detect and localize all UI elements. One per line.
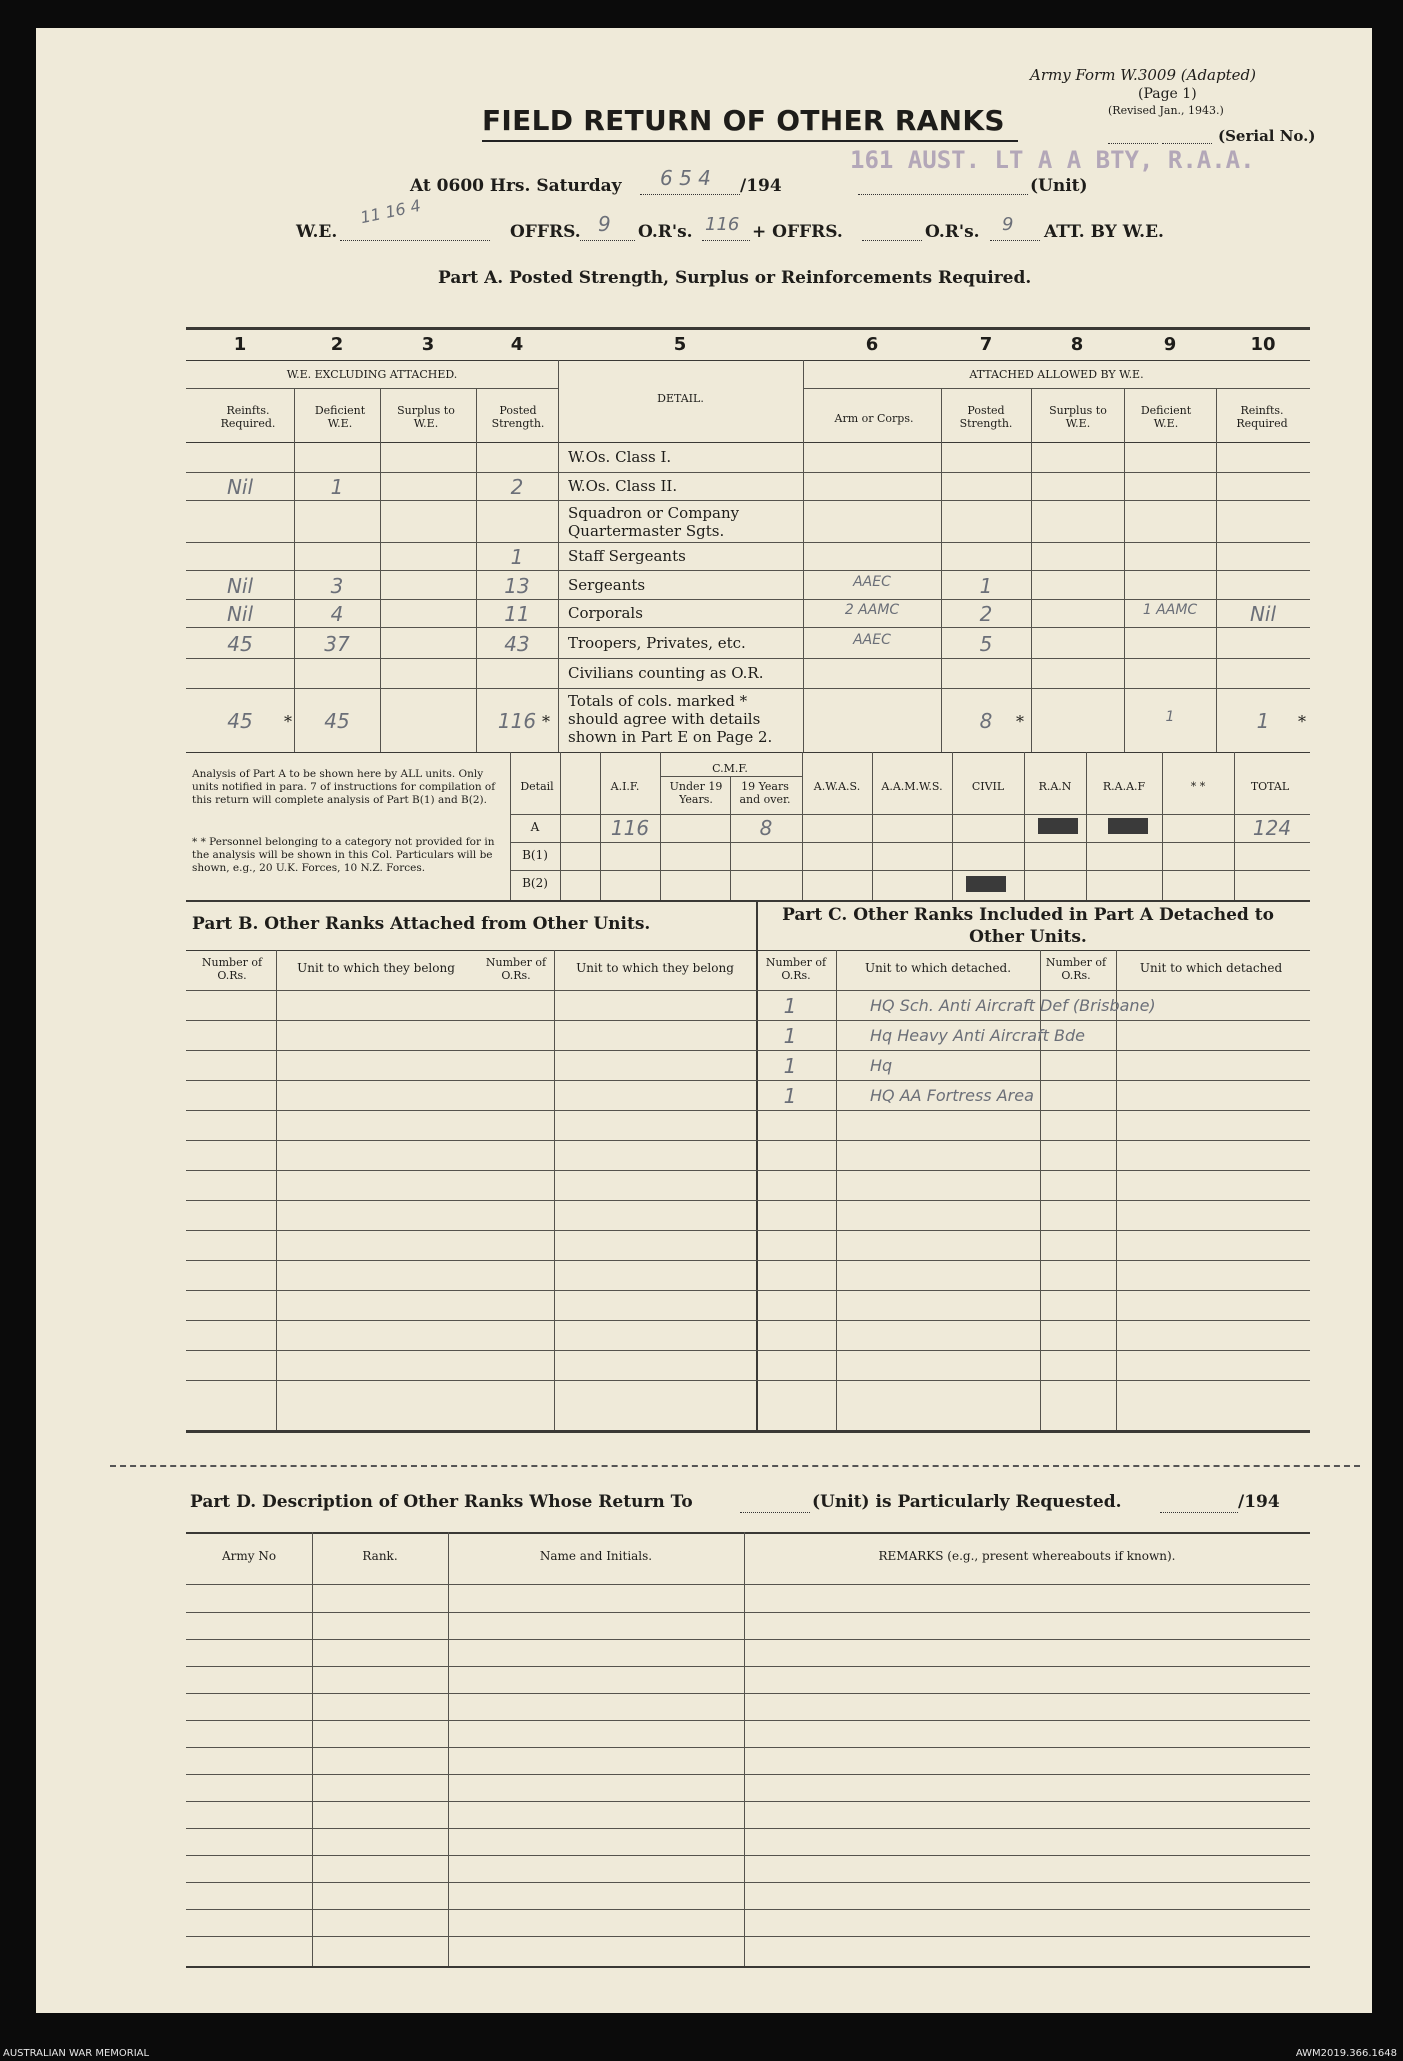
part-d-remarks-header: REMARKS (e.g., present whereabouts if known). — [878, 1549, 1176, 1563]
part-a-row-line — [186, 627, 1310, 628]
part-c-unit-header: Unit to which detached. — [864, 961, 1012, 975]
part-bc-row-line — [186, 1170, 1310, 1171]
part-a-c6-value: 2 AAMC — [844, 602, 900, 618]
part-c-entry-num: 1 — [783, 1054, 797, 1078]
analysis-note-1: Analysis of Part A to be shown here by ALL units. Only units notified in para. 7 of instructions for compilation of this return will complete analysis of Part B(1) and B(2). — [192, 768, 496, 806]
totals-star: * — [1016, 712, 1024, 731]
part-c-entry-unit: Hq — [870, 1056, 893, 1075]
col-number-4: 4 — [510, 334, 524, 355]
serial-dots-2 — [1162, 143, 1212, 144]
analysis-over19-header: 19 Years and over. — [739, 780, 791, 806]
col-9-header: Deficient W.E. — [1140, 404, 1192, 430]
part-d-row-line — [186, 1774, 1310, 1775]
part-a-c2-value: 45 — [324, 709, 350, 733]
part-a-c10-value: Nil — [1249, 602, 1277, 626]
part-d-army-header: Army No — [221, 1549, 277, 1563]
part-c-entry-num: 1 — [783, 994, 797, 1018]
part-d-col-divider — [448, 1532, 449, 1967]
part-a-c7-value: 8 — [979, 709, 993, 733]
analysis-col-divider — [660, 752, 661, 900]
group-we-header: W.E. EXCLUDING ATTACHED. — [286, 368, 458, 381]
part-d-title-b: (Unit) is Particularly Requested. — [812, 1492, 1122, 1512]
group-attached-header: ATTACHED ALLOWED BY W.E. — [969, 368, 1144, 381]
part-b-title: Part B. Other Ranks Attached from Other Units. — [192, 914, 651, 934]
analysis-detail-header: Detail — [520, 780, 554, 793]
part-bc-row-line — [186, 1020, 1310, 1021]
analysis-row-line — [510, 870, 1310, 871]
hand-date: 6 5 4 — [660, 166, 711, 190]
ors-label: O.R's. — [638, 222, 693, 242]
part-a-c6-value: AAEC — [853, 632, 891, 648]
part-a-detail-label: Civilians counting as O.R. — [568, 664, 764, 682]
part-c-entry-unit: HQ Sch. Anti Aircraft Def (Brisbane) — [870, 996, 1156, 1015]
col-number-8: 8 — [1070, 334, 1084, 355]
part-d-col-divider — [312, 1532, 313, 1967]
analysis-civil-header: CIVIL — [971, 780, 1005, 793]
col-10-header: Reinfts. Required — [1236, 404, 1288, 430]
col-7-header: Posted Strength. — [959, 404, 1013, 430]
col-8-header: Surplus to W.E. — [1049, 404, 1107, 430]
analysis-cmf-header: C.M.F. — [712, 762, 748, 775]
title-underline — [482, 140, 1018, 142]
part-a-c10-value: 1 — [1256, 709, 1270, 733]
col-number-1: 1 — [233, 334, 247, 355]
hand-offrs: 9 — [598, 212, 611, 236]
part-a-detail-label: Staff Sergeants — [568, 547, 686, 565]
part-a-c2-value: 4 — [330, 602, 344, 626]
part-c-entry-num: 1 — [783, 1084, 797, 1108]
part-a-c7-value: 2 — [979, 602, 993, 626]
part-a-c4-value: 43 — [504, 632, 530, 656]
analysis-under19-header: Under 19 Years. — [669, 780, 723, 806]
page-title: FIELD RETURN OF OTHER RANKS — [482, 104, 1005, 137]
unit-stamp: 161 AUST. LT A A BTY, R.A.A. — [850, 146, 1255, 174]
col-number-7: 7 — [979, 334, 993, 355]
part-a-c1-value: 45 — [227, 709, 253, 733]
part-a-detail-label: Sergeants — [568, 576, 646, 594]
part-a-row-line — [186, 472, 1310, 473]
part-a-row-line — [186, 599, 1310, 600]
unit-dots — [858, 194, 1028, 195]
part-a-c2-value: 1 — [330, 475, 344, 499]
date-dots — [640, 194, 740, 195]
col-number-10: 10 — [1250, 334, 1276, 355]
col-3-header: Surplus to W.E. — [397, 404, 455, 430]
we-dots — [340, 240, 490, 241]
analysis-col-divider — [872, 752, 873, 900]
revised-date: (Revised Jan., 1943.) — [1108, 104, 1224, 117]
serial-dots — [1108, 143, 1158, 144]
part-bc-col-divider — [1116, 950, 1117, 1430]
part-d-unit-dots — [740, 1512, 810, 1513]
part-d-row-line — [186, 1882, 1310, 1883]
analysis-over19-value: 8 — [759, 816, 773, 840]
part-bc-col-divider — [836, 950, 837, 1430]
att-label: ATT. BY W.E. — [1044, 222, 1164, 242]
we-label: W.E. — [296, 222, 338, 242]
totals-star: * — [284, 712, 292, 731]
col-1-header: Reinfts. Required. — [220, 404, 276, 430]
part-a-c1-value: Nil — [226, 574, 254, 598]
part-c-entry-unit: Hq Heavy Anti Aircraft Bde — [870, 1026, 1085, 1045]
part-d-row-line — [186, 1693, 1310, 1694]
offrs-label: OFFRS. — [510, 222, 581, 242]
analysis-row-line — [510, 842, 1310, 843]
offrs-dots — [580, 240, 635, 241]
analysis-row-label: B(2) — [522, 876, 548, 890]
part-c-entry-unit: HQ AA Fortress Area — [870, 1086, 1034, 1105]
analysis-aif-header: A.I.F. — [610, 780, 640, 793]
part-bc-row-line — [186, 1320, 1310, 1321]
col-number-6: 6 — [865, 334, 879, 355]
footer-left: AUSTRALIAN WAR MEMORIAL — [3, 2048, 150, 2059]
part-a-c2-value: 3 — [330, 574, 344, 598]
part-a-c7-value: 1 — [979, 574, 993, 598]
part-a-row-line — [186, 542, 1310, 543]
redaction-ran — [1038, 818, 1078, 834]
part-c-num-header: Number of O.Rs. — [765, 956, 827, 982]
analysis-row-line — [510, 814, 1310, 815]
part-d-row-line — [186, 1612, 1310, 1613]
part-a-c2-value: 37 — [324, 632, 350, 656]
part-a-c1-value: Nil — [226, 475, 254, 499]
part-c-col-divider — [1040, 950, 1041, 1430]
part-c-unit2-header: Unit to which detached — [1139, 961, 1283, 975]
col-number-5: 5 — [673, 334, 687, 355]
totals-star: * — [1298, 712, 1306, 731]
analysis-col-divider — [952, 752, 953, 900]
analysis-total-header: TOTAL — [1250, 780, 1290, 793]
part-a-c4-value: 116 — [497, 709, 537, 733]
ors-label-2: O.R's. — [925, 222, 980, 242]
part-d-col-divider — [744, 1532, 745, 1967]
analysis-col-divider — [1024, 752, 1025, 900]
col-detail-header: DETAIL. — [657, 392, 704, 405]
analysis-row-label: A — [530, 820, 540, 834]
analysis-col-divider — [1162, 752, 1163, 900]
hand-att: 9 — [1002, 214, 1014, 235]
part-d-name-header: Name and Initials. — [539, 1549, 653, 1563]
part-a-c4-value: 13 — [504, 574, 530, 598]
part-a-detail-label: Totals of cols. marked * should agree with details shown in Part E on Page 2. — [568, 692, 773, 746]
redaction-civil — [966, 876, 1006, 892]
part-a-row-line — [186, 658, 1310, 659]
redaction-raaf — [1108, 818, 1148, 834]
part-a-c7-value: 5 — [979, 632, 993, 656]
part-a-c9-value: 1 — [1165, 709, 1175, 725]
part-d-rank-header: Rank. — [362, 1549, 398, 1563]
col-number-9: 9 — [1163, 334, 1177, 355]
part-d-date-dots — [1160, 1512, 1238, 1513]
part-bc-row-line — [186, 1110, 1310, 1111]
part-bc-col-divider — [554, 950, 555, 1430]
part-bc-row-line — [186, 1290, 1310, 1291]
att-ors-dots — [990, 240, 1040, 241]
plus-offrs-label: + OFFRS. — [752, 222, 843, 242]
part-d-row-line — [186, 1639, 1310, 1640]
analysis-ran-header: R.A.N — [1038, 780, 1072, 793]
part-a-detail-label: Squadron or Company Quartermaster Sgts. — [568, 504, 740, 540]
part-d-row-line — [186, 1720, 1310, 1721]
unit-label: (Unit) — [1030, 176, 1088, 196]
col-6-header: Arm or Corps. — [834, 412, 914, 425]
part-bc-row-line — [186, 1050, 1310, 1051]
part-b-unit-header: Unit to which they belong — [297, 961, 455, 975]
analysis-raaf-header: R.A.A.F — [1102, 780, 1146, 793]
part-c-title: Part C. Other Ranks Included in Part A Detached to Other Units. — [782, 905, 1274, 947]
at-label: At 0600 Hrs. Saturday — [410, 176, 622, 196]
part-a-c4-value: 1 — [510, 545, 524, 569]
analysis-col-divider — [560, 752, 561, 900]
part-d-title-c: /194 — [1238, 1492, 1280, 1512]
col-4-header: Posted Strength. — [491, 404, 545, 430]
part-a-row-line — [186, 570, 1310, 571]
analysis-note-2: * * Personnel belonging to a category not provided for in the analysis will be shown in this Col. Particulars will be shown, e.g., 20 U.K. Forces, 10 N.Z. Forces. — [192, 836, 495, 874]
part-c-num2-header: Number of O.Rs. — [1045, 956, 1107, 982]
part-b-num-header: Number of O.Rs. — [201, 956, 263, 982]
totals-star: * — [542, 712, 550, 731]
part-bc-row-line — [186, 1140, 1310, 1141]
analysis-col-divider — [510, 752, 511, 900]
analysis-col-divider — [1086, 752, 1087, 900]
part-a-c1-value: 45 — [227, 632, 253, 656]
part-bc-row-line — [186, 1380, 1310, 1381]
part-d-row-line — [186, 1909, 1310, 1910]
part-d-row-line — [186, 1936, 1310, 1937]
footer-right: AWM2019.366.1648 — [1295, 2048, 1397, 2059]
part-a-detail-label: Corporals — [568, 604, 643, 622]
part-bc-col-divider — [276, 950, 277, 1430]
col-2-header: Deficient W.E. — [314, 404, 366, 430]
part-a-detail-label: W.Os. Class I. — [568, 448, 672, 466]
part-d-row-line — [186, 1747, 1310, 1748]
part-a-c1-value: Nil — [226, 602, 254, 626]
part-a-c9-value: 1 AAMC — [1142, 602, 1198, 618]
part-a-detail-label: W.Os. Class II. — [568, 477, 678, 495]
analysis-cmf-line — [660, 776, 802, 777]
analysis-row-label: B(1) — [522, 848, 548, 862]
part-bc-row-line — [186, 1350, 1310, 1351]
year-label: /194 — [740, 176, 782, 196]
part-b-unit2-header: Unit to which they belong — [576, 961, 734, 975]
part-d-row-line — [186, 1801, 1310, 1802]
part-bc-row-line — [186, 1260, 1310, 1261]
part-bc-row-line — [186, 1230, 1310, 1231]
analysis-other-header: * * — [1190, 780, 1206, 793]
col-number-2: 2 — [330, 334, 344, 355]
serial-label: (Serial No.) — [1218, 127, 1316, 145]
part-a-c4-value: 11 — [504, 602, 530, 626]
hand-ors: 116 — [705, 214, 740, 235]
part-a-col-divider — [803, 360, 804, 752]
analysis-total-value: 124 — [1252, 816, 1292, 840]
part-bc-row-line — [186, 1200, 1310, 1201]
part-a-title: Part A. Posted Strength, Surplus or Reinforcements Required. — [438, 268, 1032, 288]
part-d-row-line — [186, 1855, 1310, 1856]
part-a-c6-value: AAEC — [853, 574, 891, 590]
part-bc-header-line — [186, 990, 1310, 991]
analysis-aamws-header: A.A.M.W.S. — [881, 780, 943, 793]
part-a-detail-label: Troopers, Privates, etc. — [568, 634, 746, 652]
part-d-row-line — [186, 1828, 1310, 1829]
part-d-row-line — [186, 1666, 1310, 1667]
part-d-bottom-line — [186, 1966, 1310, 1968]
part-a-row-line — [186, 688, 1310, 689]
part-a-row-line — [186, 500, 1310, 501]
att-offrs-dots — [862, 240, 922, 241]
hand-we: 11 16 4 — [358, 195, 423, 228]
part-d-header-line — [186, 1584, 1310, 1585]
col-number-3: 3 — [421, 334, 435, 355]
part-a-c4-value: 2 — [510, 475, 524, 499]
part-b-num2-header: Number of O.Rs. — [485, 956, 547, 982]
part-d-title-a: Part D. Description of Other Ranks Whose Return To — [190, 1492, 693, 1512]
page-number: (Page 1) — [1138, 86, 1197, 102]
form-id: Army Form W.3009 (Adapted) — [1030, 66, 1256, 84]
analysis-aif-value: 116 — [610, 816, 650, 840]
ors-dots — [702, 240, 750, 241]
analysis-col-divider — [802, 752, 803, 900]
perforation-line — [110, 1465, 1360, 1467]
part-bc-row-line — [186, 1080, 1310, 1081]
part-bc-bottom-line — [186, 1430, 1310, 1433]
analysis-awas-header: A.W.A.S. — [813, 780, 861, 793]
part-c-entry-num: 1 — [783, 1024, 797, 1048]
part-a-col-divider — [558, 360, 559, 752]
